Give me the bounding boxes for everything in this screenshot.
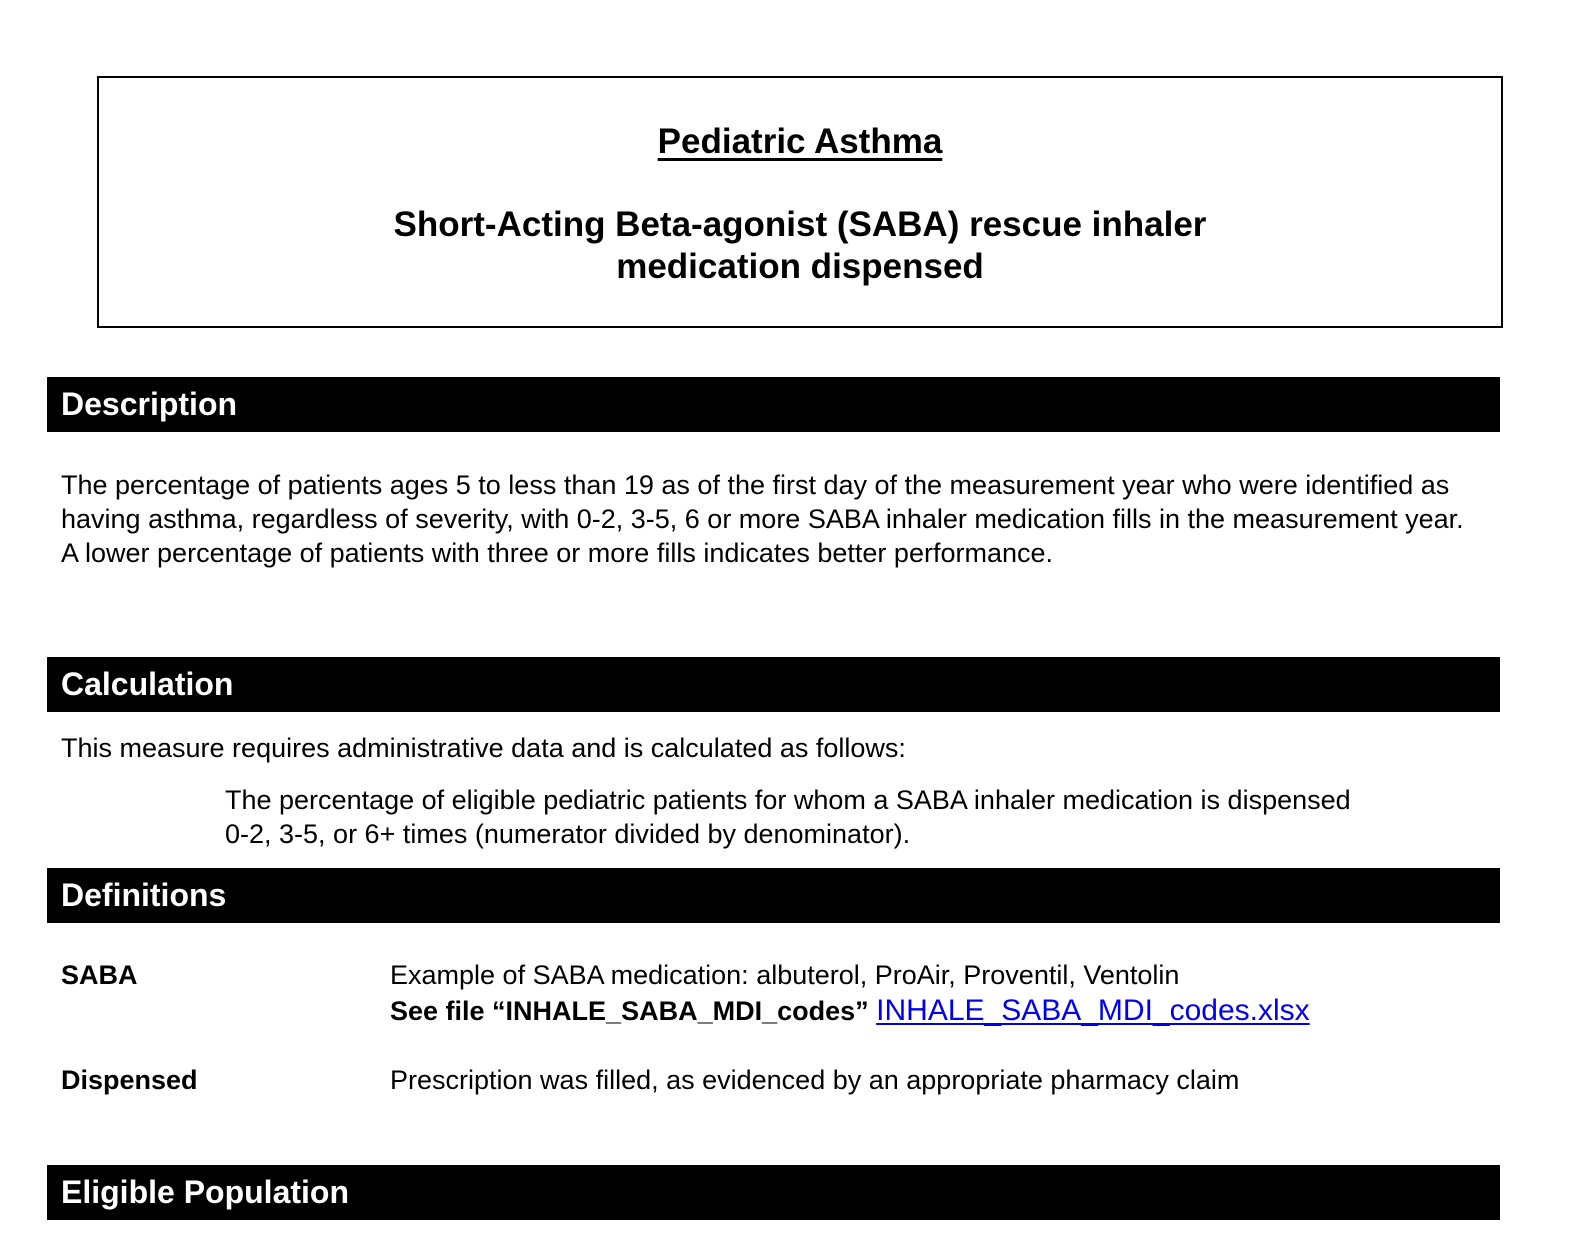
definition-body-saba bbox=[390, 957, 1490, 1029]
codes-file-link[interactable]: INHALE_SABA_MDI_codes.xlsx bbox=[876, 994, 1310, 1027]
title-box bbox=[97, 76, 1503, 328]
section-heading-eligible-population: Eligible Population bbox=[47, 1165, 1500, 1220]
section-heading-description: Description bbox=[47, 377, 1500, 432]
subtitle-line-2: medication dispensed bbox=[616, 247, 984, 286]
section-heading-definitions: Definitions bbox=[47, 868, 1500, 923]
definition-body-dispensed: Prescription was filled, as evidenced by an appropriate pharmacy claim bbox=[390, 1065, 1240, 1095]
see-file-label: See file “INHALE_SABA_MDI_codes” bbox=[390, 996, 869, 1026]
definition-term-saba: SABA bbox=[61, 960, 138, 990]
saba-examples: Example of SABA medication: albuterol, ProAir, Proventil, Ventolin bbox=[390, 960, 1180, 990]
document-subtitle bbox=[99, 204, 1501, 288]
definition-term-dispensed: Dispensed bbox=[61, 1065, 198, 1095]
description-text: The percentage of patients ages 5 to less than 19 as of the first day of the measurement year who were identified as having asthma, regardless of severity, with 0-2, 3-5, 6 or more SABA inhaler medication fills in the measurement year. A lower percentage of patients with three or more fills indicates better performance. bbox=[61, 470, 1464, 568]
calculation-intro: This measure requires administrative data and is calculated as follows: bbox=[61, 733, 906, 763]
section-heading-calculation: Calculation bbox=[47, 657, 1500, 712]
calculation-formula: The percentage of eligible pediatric patients for whom a SABA inhaler medication is dispensed 0-2, 3-5, or 6+ times (numerator divided by denominator). bbox=[225, 785, 1351, 849]
document-title: Pediatric Asthma bbox=[657, 122, 943, 161]
saba-see-file-line bbox=[390, 993, 1490, 1029]
subtitle-line-1: Short-Acting Beta-agonist (SABA) rescue inhaler bbox=[393, 205, 1207, 244]
